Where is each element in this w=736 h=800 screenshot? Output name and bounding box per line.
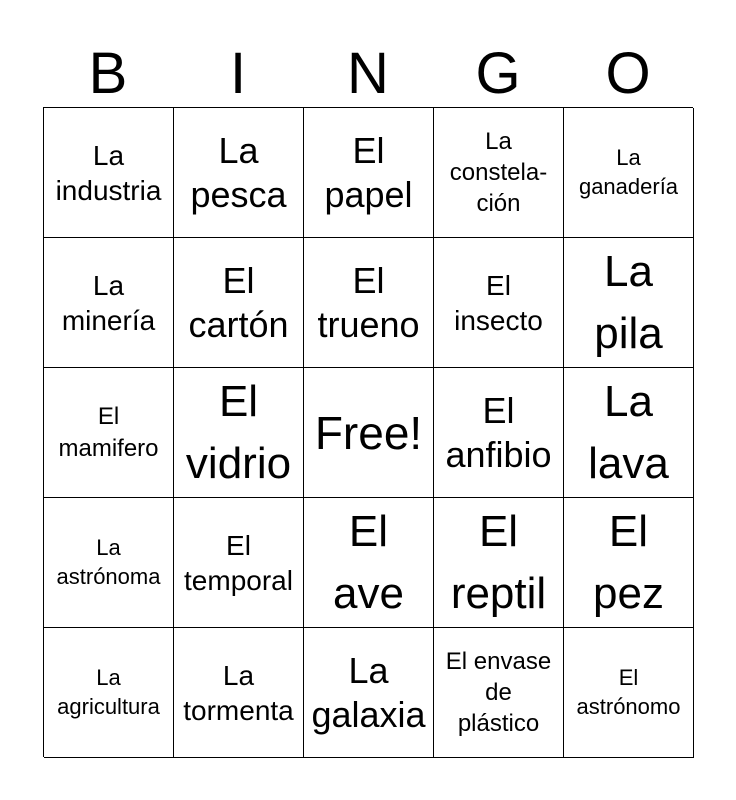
bingo-cell[interactable]: El astrónomo [564, 628, 694, 758]
bingo-cell[interactable]: La galaxia [304, 628, 434, 758]
bingo-cell[interactable]: La agricultura [44, 628, 174, 758]
bingo-cell[interactable]: El temporal [174, 498, 304, 628]
bingo-cell[interactable]: La ganadería [564, 108, 694, 238]
bingo-cell[interactable]: La constela- ción [434, 108, 564, 238]
bingo-cell[interactable]: El envase de plástico [434, 628, 564, 758]
free-space-cell[interactable]: Free! [304, 368, 434, 498]
header-letter-i: I [229, 41, 247, 106]
bingo-header [43, 40, 693, 108]
bingo-cell[interactable]: El papel [304, 108, 434, 238]
bingo-cell[interactable]: El mamifero [44, 368, 174, 498]
bingo-cell[interactable]: La lava [564, 368, 694, 498]
header-letter-b: B [88, 41, 128, 106]
bingo-board [43, 107, 693, 757]
header-letter-o: O [605, 41, 651, 106]
header-letter-g: G [475, 41, 521, 106]
bingo-cell[interactable]: La tormenta [174, 628, 304, 758]
bingo-cell[interactable]: El ave [304, 498, 434, 628]
bingo-cell[interactable]: La industria [44, 108, 174, 238]
bingo-cell[interactable]: La minería [44, 238, 174, 368]
bingo-cell[interactable]: El cartón [174, 238, 304, 368]
bingo-cell[interactable]: El trueno [304, 238, 434, 368]
bingo-cell[interactable]: La astrónoma [44, 498, 174, 628]
bingo-cell[interactable]: La pesca [174, 108, 304, 238]
bingo-cell[interactable]: El anfibio [434, 368, 564, 498]
bingo-cell[interactable]: La pila [564, 238, 694, 368]
bingo-cell[interactable]: El reptil [434, 498, 564, 628]
bingo-cell[interactable]: El vidrio [174, 368, 304, 498]
bingo-cell[interactable]: El pez [564, 498, 694, 628]
bingo-cell[interactable]: El insecto [434, 238, 564, 368]
header-letter-n: N [347, 41, 389, 106]
